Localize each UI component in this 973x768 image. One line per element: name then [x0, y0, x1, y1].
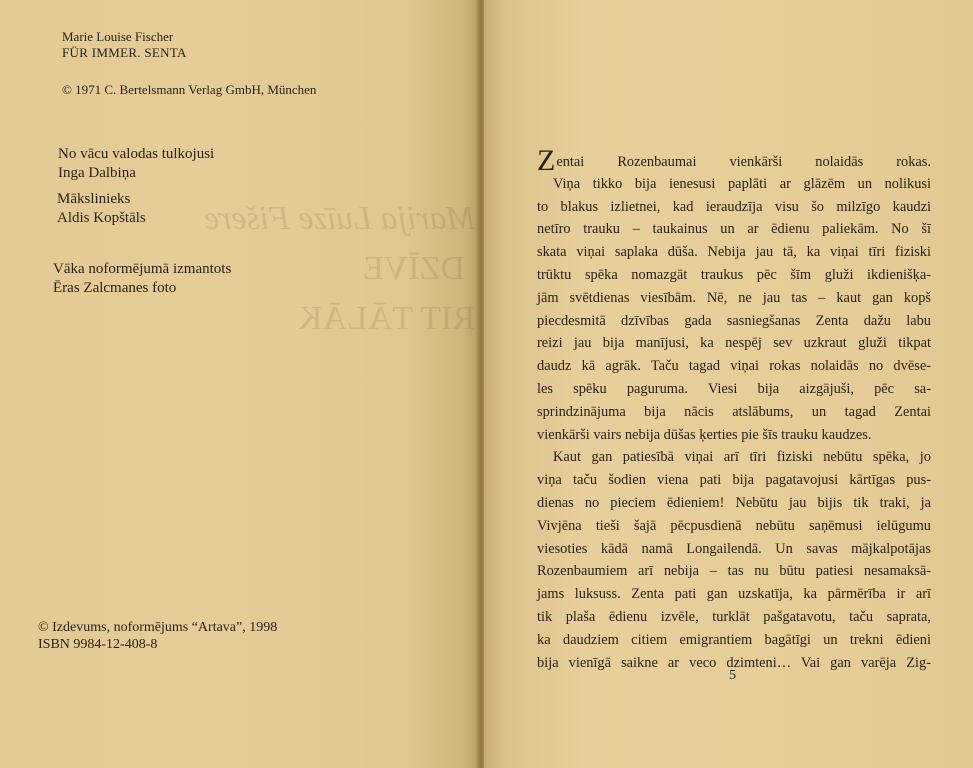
- body-text: [537, 144, 931, 674]
- text-line: piecdesmitā dzīvības gada sasniegšanas Zenta dažu labu: [537, 312, 931, 329]
- text-line: reizi jau bija manījusi, ka nespēj sev uzkraut gluži tikpat: [537, 335, 931, 352]
- cover-photo-credit: Ēras Zalcmanes foto: [53, 280, 177, 296]
- translation-label: No vācu valodas tulkojusi: [58, 146, 215, 162]
- text-line: Zentai Rozenbaumai vienkārši nolaidās rokas.: [537, 144, 931, 177]
- text-line: jām svētdienas viesībām. Nē, ne jau tas – kaut gan kopš: [537, 289, 931, 306]
- original-title: FÜR IMMER. SENTA: [62, 45, 187, 60]
- text-line: netīro trauku – taukainus un ar ēdienu paliekām. No šī: [537, 221, 931, 238]
- text-line: Kaut gan patiesībā viņai arī tīri fiziski nebūtu spēka, jo: [553, 449, 931, 466]
- artist-name: Aldis Kopštāls: [57, 210, 146, 226]
- text-line: skata viņai saplaka dūša. Nebija jau tā, ka viņai tīri fiziski: [537, 244, 931, 261]
- text-line: to blakus izlietnei, kad ieraudzīja visu šo milzīgo kaudzi: [537, 198, 931, 215]
- text-line: dienas no pieciem ēdieniem! Nebūtu jau bijis tik traki, ja: [537, 494, 931, 511]
- show-through-text: Marija Luīze Fišere DZĪVE RIT TĀLĀK: [204, 200, 475, 337]
- page-number: 5: [729, 668, 736, 683]
- edition-copyright: © Izdevums, noformējums “Artava”, 1998: [38, 620, 278, 635]
- text-line: bija vienīgā saikne ar veco dzimteni… Vai gan varēja Zig-: [537, 654, 931, 671]
- text-line: viesoties kādā namā Longailendā. Un savas mājkalpotājas: [537, 540, 931, 557]
- text-line: viņa taču šodien viena pati bija pagatavojusi kārtīgas pus-: [537, 472, 931, 489]
- text-line: Vivjēna tieši šajā pēcpusdienā nebūtu saņēmusi ielūgumu: [537, 517, 931, 534]
- text-line: sprindzinājuma bija nācis atslābums, un tagad Zentai: [537, 403, 931, 420]
- text-line: ka daudziem citiem emigrantiem bagātīgi un trekni ēdieni: [537, 631, 931, 648]
- text-line: les spēku paguruma. Viesi bija aizgājuši, pēc sa-: [537, 380, 931, 397]
- text-line: Viņa tikko bija ienesusi paplāti ar glāzēm un nolikusi: [553, 175, 931, 192]
- text-line: daudz kā agrāk. Taču tagad viņai rokas nolaidās no dvēse-: [537, 358, 931, 375]
- text-line: vienkārši vairs nebija dūšas ķerties pie šīs trauku kaudzes.: [537, 426, 872, 443]
- cover-label: Vāka noformējumā izmantots: [53, 261, 232, 277]
- author-name: Marie Louise Fischer: [62, 29, 174, 44]
- drop-cap: Z: [537, 144, 556, 177]
- text-line: tik plaša ēdienu izvēle, turklāt pašgatavotu, taču saprata,: [537, 608, 931, 625]
- isbn: ISBN 9984-12-408-8: [38, 637, 158, 652]
- text-line: jams luksuss. Zenta pati gan uzskatīja, ka pārmērība ir arī: [537, 586, 931, 603]
- original-copyright: © 1971 C. Bertelsmann Verlag GmbH, München: [62, 82, 317, 97]
- text-line: Rozenbaumiem arī nebija – tas nu būtu patiesi nesamaksā-: [537, 563, 931, 580]
- text-line: trūktu spēka nomazgāt traukus pēc šīm gluži ikdienišķa-: [537, 266, 931, 283]
- translator-name: Inga Dalbiņa: [58, 165, 136, 181]
- left-page: [0, 0, 478, 768]
- artist-label: Mākslinieks: [57, 191, 131, 207]
